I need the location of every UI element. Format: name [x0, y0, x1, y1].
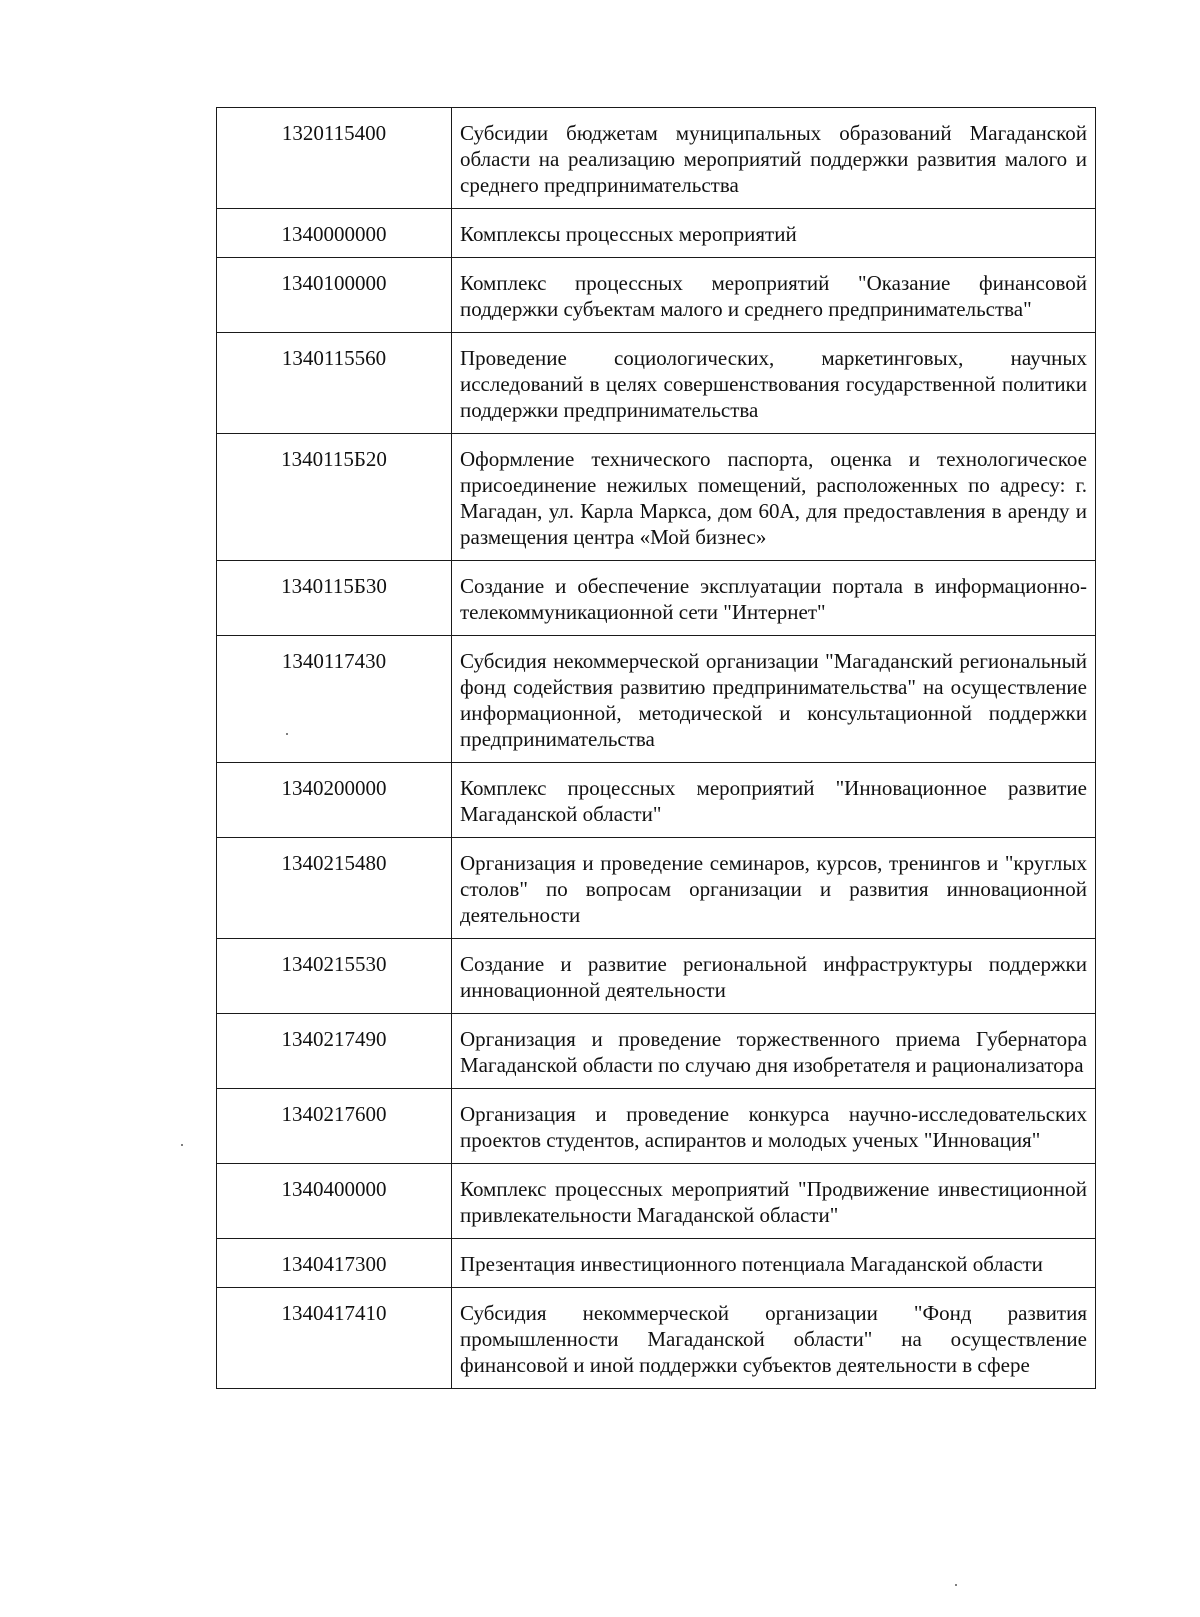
code-cell: 1340115560 — [217, 333, 452, 434]
description-cell: Презентация инвестиционного потенциала Магаданской области — [452, 1239, 1096, 1288]
code-cell: 1340100000 — [217, 258, 452, 333]
code-cell: 1340200000 — [217, 763, 452, 838]
table-row — [217, 258, 1096, 333]
table-row — [217, 636, 1096, 763]
code-cell: 1340217490 — [217, 1014, 452, 1089]
table-row — [217, 1288, 1096, 1389]
table-row — [217, 1014, 1096, 1089]
table-row — [217, 1089, 1096, 1164]
table-row — [217, 209, 1096, 258]
code-cell: 1340115Б30 — [217, 561, 452, 636]
code-cell: 1340115Б20 — [217, 434, 452, 561]
code-cell: 1340215530 — [217, 939, 452, 1014]
table-body — [217, 108, 1096, 1389]
description-cell: Оформление технического паспорта, оценка и технологическое присоединение нежилых помещений, расположенных по адресу: г. Магадан, ул. Карла Маркса, дом 60А, для предоставления в аренду и размещения центра «Мой бизнес» — [452, 434, 1096, 561]
table-row — [217, 939, 1096, 1014]
code-cell: 1340417300 — [217, 1239, 452, 1288]
scan-speck — [286, 733, 288, 735]
description-cell: Создание и развитие региональной инфраструктуры поддержки инновационной деятельности — [452, 939, 1096, 1014]
table-row — [217, 561, 1096, 636]
description-cell: Организация и проведение конкурса научно-исследовательских проектов студентов, аспирантов и молодых ученых "Инновация" — [452, 1089, 1096, 1164]
scan-speck — [955, 1584, 957, 1586]
table-row — [217, 108, 1096, 209]
description-cell: Комплекс процессных мероприятий "Инновационное развитие Магаданской области" — [452, 763, 1096, 838]
table-row — [217, 1239, 1096, 1288]
code-cell: 1320115400 — [217, 108, 452, 209]
description-cell: Комплекс процессных мероприятий "Продвижение инвестиционной привлекательности Магаданской области" — [452, 1164, 1096, 1239]
description-cell: Организация и проведение семинаров, курсов, тренингов и "круглых столов" по вопросам организации и развития инновационной деятельности — [452, 838, 1096, 939]
description-cell: Комплекс процессных мероприятий "Оказание финансовой поддержки субъектам малого и среднего предпринимательства" — [452, 258, 1096, 333]
description-cell: Создание и обеспечение эксплуатации портала в информационно-телекоммуникационной сети "Интернет" — [452, 561, 1096, 636]
table-row — [217, 763, 1096, 838]
table-row — [217, 333, 1096, 434]
description-cell: Проведение социологических, маркетинговых, научных исследований в целях совершенствования государственной политики поддержки предпринимательства — [452, 333, 1096, 434]
code-cell: 1340217600 — [217, 1089, 452, 1164]
budget-codes-table — [216, 107, 1096, 1389]
scan-speck — [181, 1144, 183, 1146]
description-cell: Комплексы процессных мероприятий — [452, 209, 1096, 258]
description-cell: Субсидия некоммерческой организации "Фонд развития промышленности Магаданской области" на осуществление финансовой и иной поддержки субъектов деятельности в сфере — [452, 1288, 1096, 1389]
description-cell: Субсидии бюджетам муниципальных образований Магаданской области на реализацию мероприятий поддержки развития малого и среднего предпринимательства — [452, 108, 1096, 209]
table-row — [217, 1164, 1096, 1239]
code-cell: 1340000000 — [217, 209, 452, 258]
code-cell: 1340417410 — [217, 1288, 452, 1389]
description-cell: Субсидия некоммерческой организации "Магаданский региональный фонд содействия развитию предпринимательства" на осуществление информационной, методической и консультационной поддержки предпринимательства — [452, 636, 1096, 763]
code-cell: 1340215480 — [217, 838, 452, 939]
code-cell: 1340400000 — [217, 1164, 452, 1239]
table-row — [217, 434, 1096, 561]
table-row — [217, 838, 1096, 939]
code-cell: 1340117430 — [217, 636, 452, 763]
description-cell: Организация и проведение торжественного приема Губернатора Магаданской области по случаю дня изобретателя и рационализатора — [452, 1014, 1096, 1089]
